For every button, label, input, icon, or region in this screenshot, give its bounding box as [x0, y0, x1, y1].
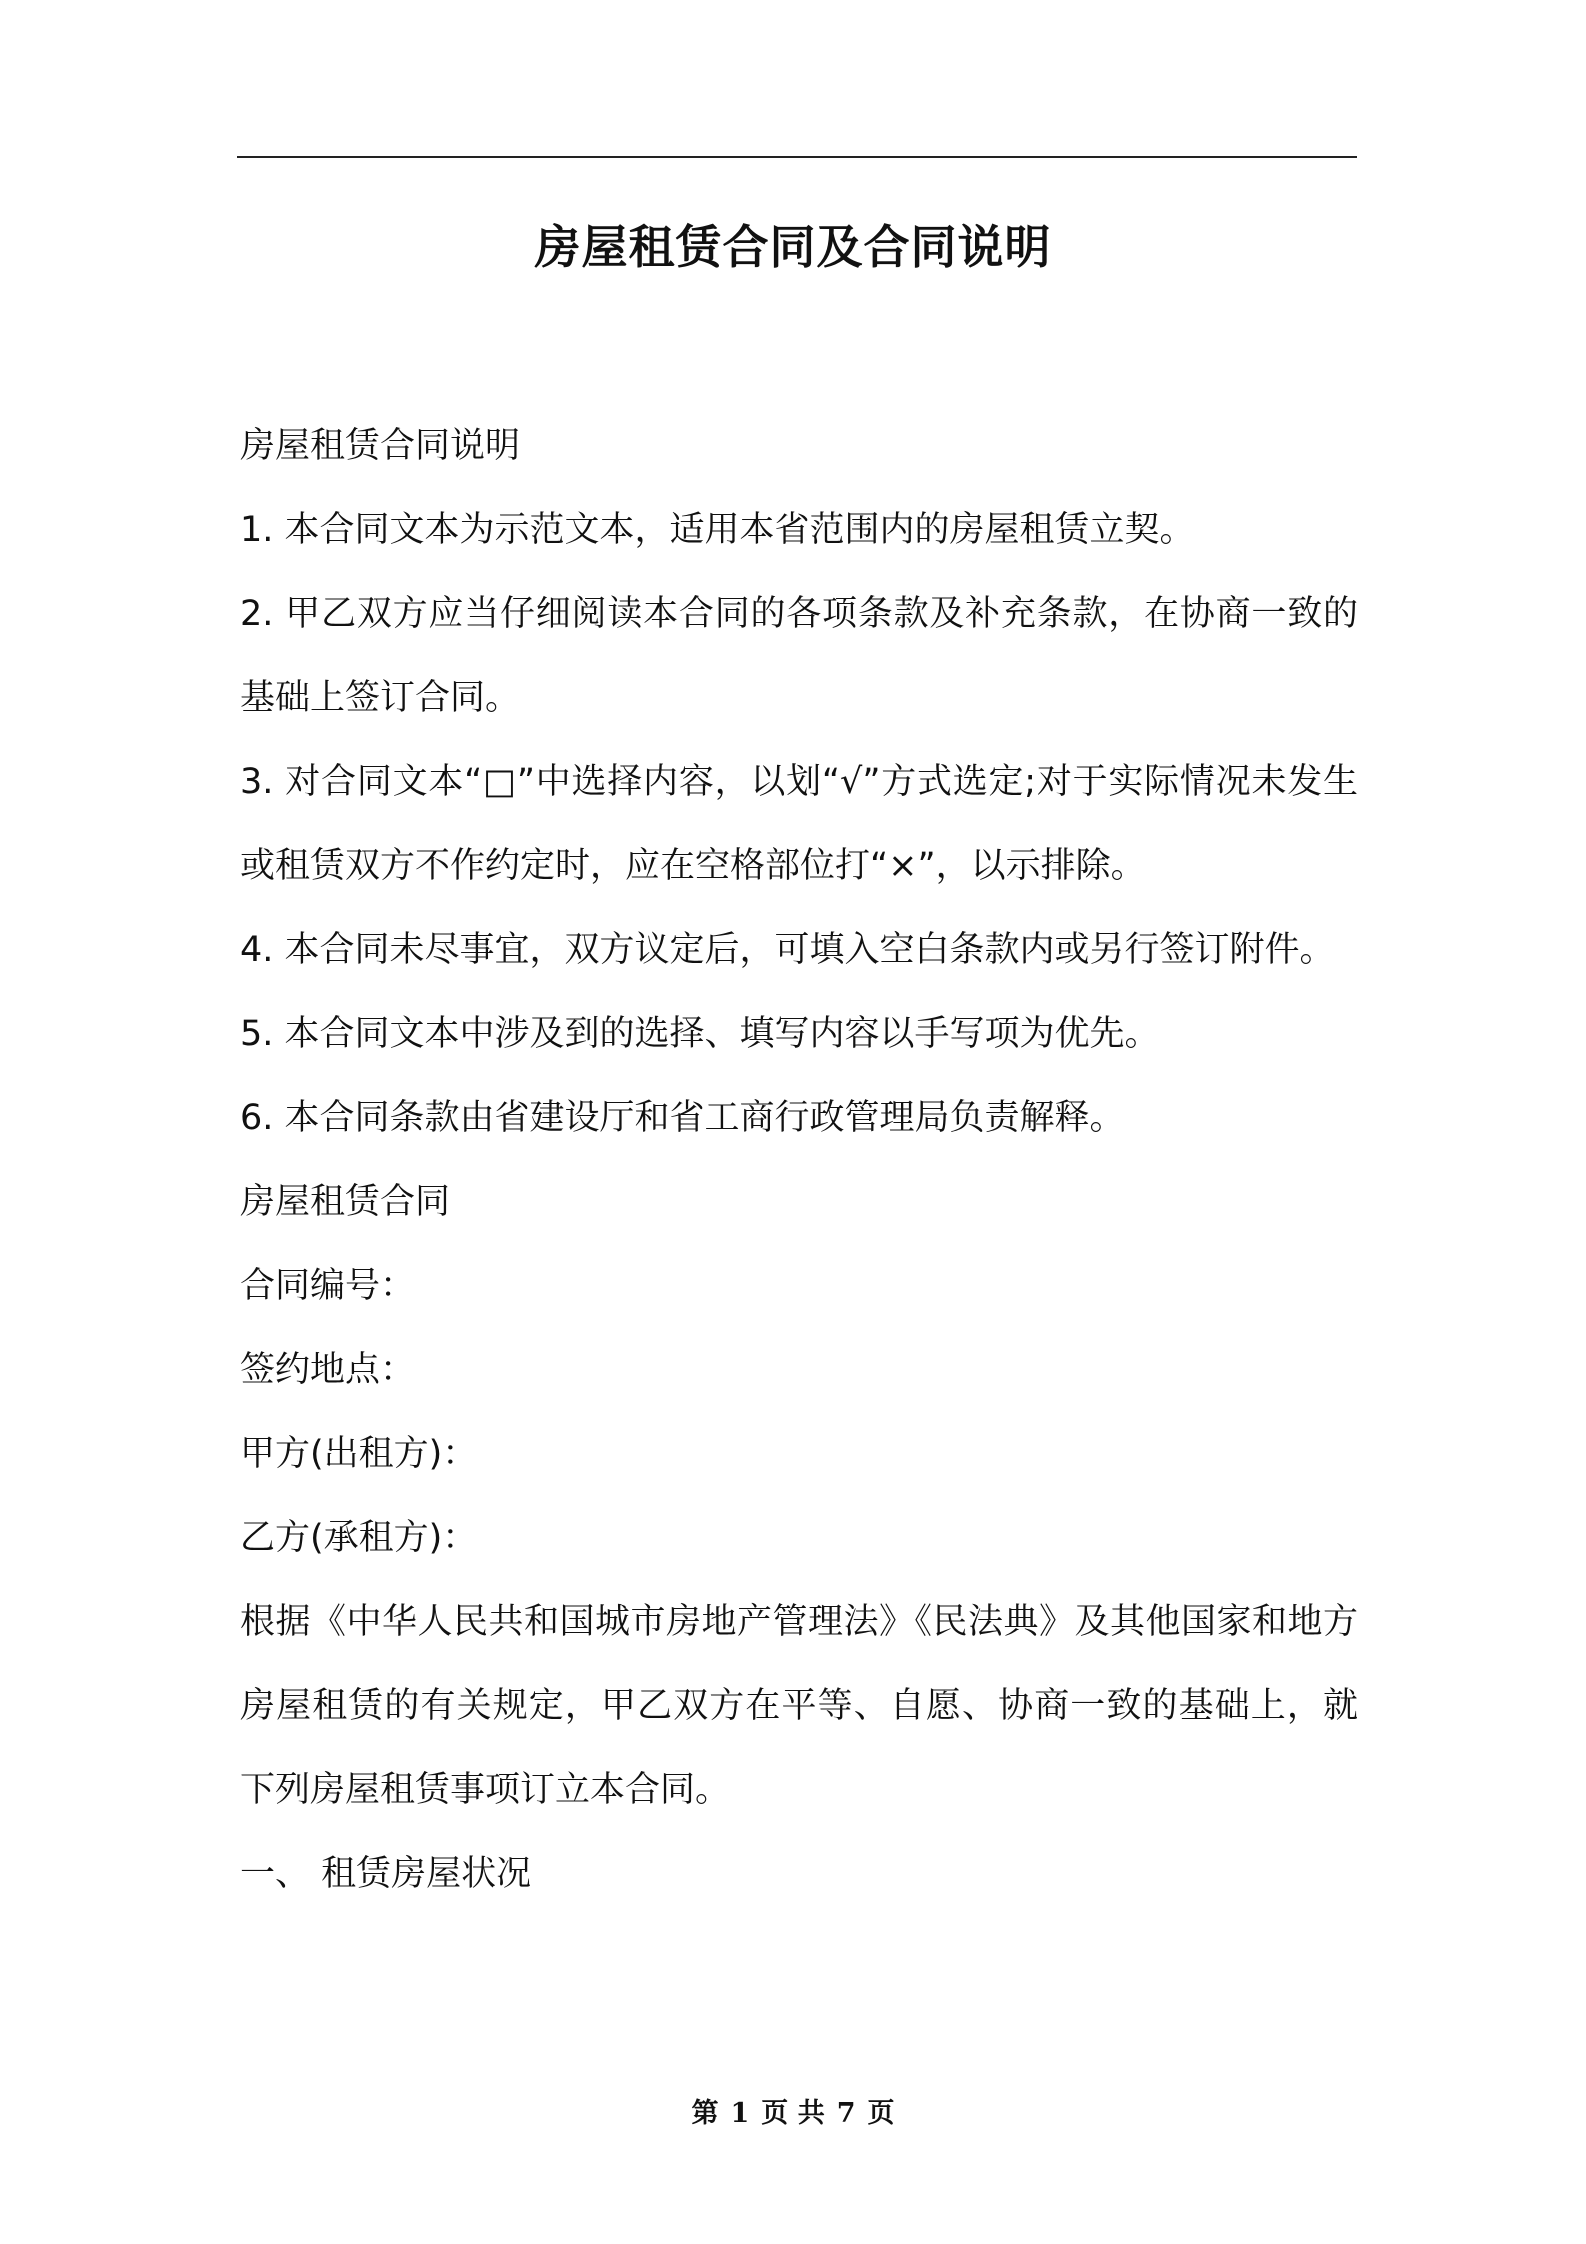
signing-place-field: 签约地点： — [240, 1350, 416, 1390]
page-prefix: 第 — [691, 2098, 719, 2129]
page-total: 7 — [836, 2098, 856, 2129]
page-footer — [0, 2094, 1586, 2134]
page-mid: 页 共 — [761, 2098, 825, 2129]
note-item-5: 5. 本合同文本中涉及到的选择、填写内容以手写项为优先。 — [240, 1014, 1160, 1054]
party-b-field: 乙方(承租方)： — [240, 1518, 478, 1558]
clause-1-heading: 一、 租赁房屋状况 — [240, 1854, 532, 1894]
page-suffix: 页 — [867, 2098, 895, 2129]
contract-preamble: 根据《中华人民共和国城市房地产管理法》《民法典》及其他国家和地方房屋租赁的有关规定，甲乙双方在平等、自愿、协商一致的基础上，就下列房屋租赁事项订立本合同。 — [240, 1602, 1358, 1810]
notes-heading: 房屋租赁合同说明 — [240, 426, 521, 466]
contract-number-field: 合同编号： — [240, 1266, 416, 1306]
document-body — [240, 404, 1358, 1916]
party-a-field: 甲方(出租方)： — [240, 1434, 478, 1474]
note-item-2: 2. 甲乙双方应当仔细阅读本合同的各项条款及补充条款，在协商一致的基础上签订合同。 — [240, 594, 1358, 718]
contract-heading: 房屋租赁合同 — [240, 1182, 451, 1222]
document-title: 房屋租赁合同及合同说明 — [534, 220, 1052, 274]
note-item-4: 4. 本合同未尽事宜，双方议定后，可填入空白条款内或另行签订附件。 — [240, 930, 1335, 970]
header-rule — [237, 156, 1357, 158]
note-item-3: 3. 对合同文本“□”中选择内容，以划“√”方式选定;对于实际情况未发生或租赁双方不作约定时，应在空格部位打“×”，以示排除。 — [240, 762, 1358, 886]
note-item-6: 6. 本合同条款由省建设厅和省工商行政管理局负责解释。 — [240, 1098, 1125, 1138]
note-item-1: 1. 本合同文本为示范文本，适用本省范围内的房屋租赁立契。 — [240, 510, 1195, 550]
page-current: 1 — [730, 2098, 750, 2129]
